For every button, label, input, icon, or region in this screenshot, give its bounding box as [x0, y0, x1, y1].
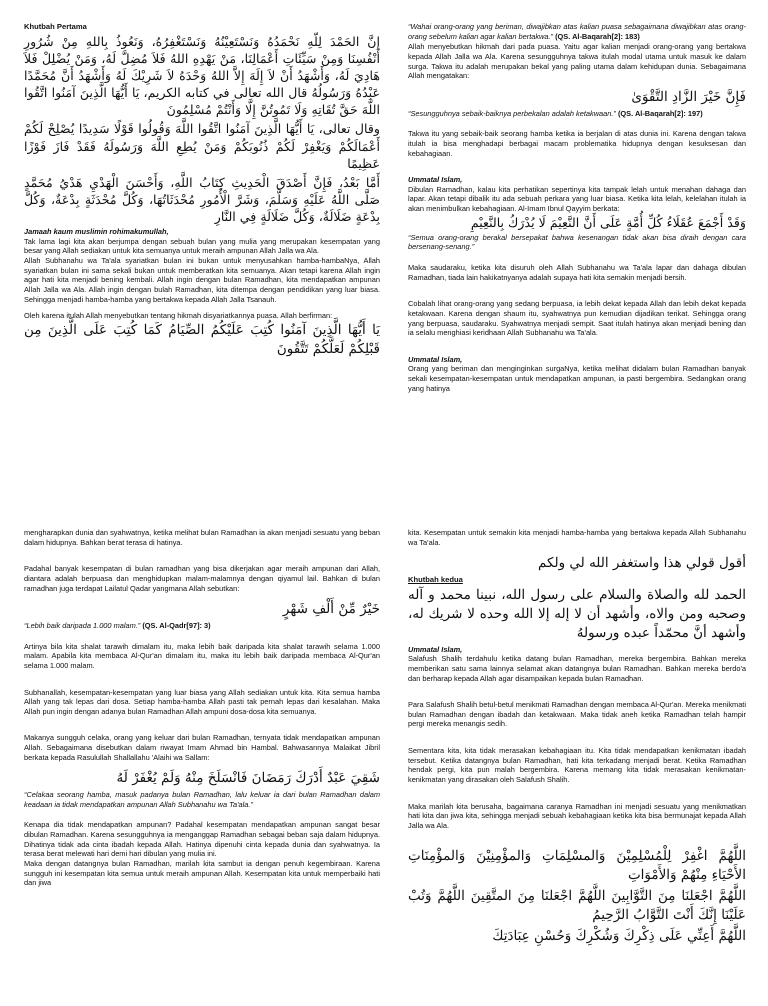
arabic-verse-197: فَإِنَّ خَيْرَ الزَّادِ التَّقْوَىٰ — [631, 88, 746, 105]
paragraph: Maka marilah kita berusaha, bagaimana caranya Ramadhan ini menjadi sesuatu yang menikmatkan hati kita dan jiwa kita, sehingga menjadi sebuah kebahagiaan ketika kita bisa bermunajat kepada Allah Jalla wa Ala. — [408, 801, 746, 830]
subheading: Jamaah kaum muslimin rohimakumullah, — [24, 227, 169, 237]
arabic-opening-second: الحمد لله والصلاة والسلام على رسول الله، نبينا محمد و آله وصحبه ومن والاه، وأشهد أن لا إله إلا الله وحده لا شريك له، وأشهد أنَّ محمّداً عبده ورسولهُ — [408, 587, 746, 641]
quote-reference: (QS. Al-Qadr[97]: 3) — [142, 621, 211, 631]
paragraph: Tak lama lagi kita akan berjumpa dengan sebuah bulan yang mulia yang merupakan kesempatan yang besar yang Allah sediakan untuk kita semuanya untuk meraih ampunan Allah Jalla wa Ala. — [24, 236, 380, 256]
quote-translation: “Semua orang-orang berakal bersepakat bahwa kesenangan tidak akan bisa diraih dengan cara bersenang-senang.” — [408, 232, 746, 252]
arabic-ibnul-qayyim: وَقَدْ أَجْمَعَ عُقَلَاءُ كُلِّ أُمَّةٍ عَلَى أَنَّ النَّعِيْمَ لَا يُدْرَكُ بِالنَّعِيْمِ — [470, 214, 746, 230]
column-top-left — [24, 22, 380, 361]
arabic-verse-183: يَا أَيُّهَا الَّذِينَ آمَنُوا كُتِبَ عَلَيْكُمُ الصِّيَامُ كَمَا كُتِبَ عَلَى الَّذِينَ مِن قَبْلِكُمْ لَعَلَّكُمْ تَتَّقُونَ — [24, 321, 380, 357]
quote-reference: (QS. Al-Baqarah[2]: 183) — [555, 31, 640, 41]
paragraph: Allah Subhanahu wa Ta'ala syariatkan bulan ini bukan untuk menyusahkan hamba-hambaNya, Allah syariatkan bulan ini sama sekali bukan untuk memberatkan kita semuanya. Akan tetapi karena Allah ingin agar hati kita menjadi bening kembali. Allah ingin dengan bulan Ramadhan, kita mendapatkan ampunan Allah Jalla wa Ala. Allah ingin dengan bulah Ramadhan, kita ditempa dengan pendidikan yang luar biasa. Sehingga menjadi hamba-hamba yang bertakwa kepada Allah Jalla Tsanauh. — [24, 256, 380, 304]
paragraph: kita. Kesempatan untuk semakin kita menjadi hamba-hamba yang bertakwa kepada Allah Subhanahu wa Ta'ala. — [408, 528, 746, 547]
arabic-closing-first: أقول قولي هذا واستغفر الله لي ولكم — [538, 555, 746, 572]
arabic-alqadr: خَيْرٌ مِّنْ أَلْفِ شَهْرٍ — [282, 601, 380, 618]
paragraph: Dibulan Ramadhan, kalau kita perhatikan sepertinya kita tampak lelah untuk menahan dahaga dan lapar. Akan tetapi dibalik itu ada sebuah perkara yang luar biasa. Ketika kita lelah, kelelahan itulah ia akan menimbulkan kebahagiaan. Al-Imam Ibnul Qayyim berkata: — [408, 184, 746, 214]
column-bottom-left — [24, 528, 380, 895]
arabic-dua-2: اللَّهُمَّ اجْعَلنَا مِنَ التَّوَّابِينَ اللَّهُمَّ اجْعَلنَا مِنَ المتَّقِينَ اللَّهُمَّ وَتُبْ عَلَيْنَا إِنَّكَ أَنْتَ التَّوَّابُ الرَّحِيمُ — [408, 888, 746, 924]
subheading: Ummatal Islam, — [408, 175, 463, 185]
paragraph: mengharapkan dunia dan syahwatnya, ketika melihat bulan Ramadhan ia akan menjadi sesuatu yang beban dalam hidupnya. Bahkan berat terasa di hatinya. — [24, 528, 380, 547]
quote-translation: “Wahai orang-orang yang beriman, diwajibkan atas kalian puasa sebagaimana diwajibkan atas orang-orang sebelum kalian agar kalian bertakwa.” (QS. Al-Baqarah[2]: 183) — [408, 22, 746, 41]
paragraph: Makanya sungguh celaka, orang yang keluar dari bulan Ramadhan, ternyata tidak mendapatkan ampunan Allah. Sebagaimana disebutkan dalam riwayat Imam Ahmad bin Hambal. Bahwasannya Malaikat Jibril berkata kepada Rasulullah Shallallahu 'Alaihi wa Sallam: — [24, 733, 380, 762]
paragraph: Maka saudaraku, ketika kita disuruh oleh Allah Subhanahu wa Ta'ala lapar dan dahaga dibulan Ramadhan, tiada lain hakikatnyanya adalah supaya hati kita semakin menjadi bersih. — [408, 263, 746, 282]
paragraph: Allah menyebutkan hikmah dari pada puasa. Yaitu agar kalian menjadi orang-orang yang bertakwa kepada Allah Jalla wa Ala. Karena sesungguhnya takwa itulah modal utama untuk masuk ke dalam surga. Takwa itu adalah merupakan bekal yang paling utama dalam kehidupan dunia. Sebagaimana Allah mengatakan: — [408, 42, 746, 81]
arabic-verse-2: وقال تعالى، يَا أَيُّهَا الَّذِينَ آمَنُوا اتَّقُوا اللَّهَ وَقُولُوا قَوْلًا سَدِيدًا يُصْلِحْ لَكُمْ أَعْمَالَكُمْ وَيَغْفِرْ لَكُمْ ذُنُوبَكُمْ وَمَنْ يُطِعِ اللَّهَ وَرَسُولَهُ فَقَدْ فَازَ فَوْزًا عَظِيمًا — [24, 121, 380, 171]
quote-translation: “Sesungguhnya sebaik-baiknya perbekalan adalah ketakwaan.” (QS. Al-Baqarah[2]: 197) — [408, 108, 703, 118]
paragraph: Takwa itu yang sebaik-baik seorang hamba ketika ia berjalan di atas dunia ini. Karena dengan takwa itulah ia bisa menghadapi berbagai macam problematika hidupnya dengan kesuksesan dan kebahagiaan. — [408, 129, 746, 158]
arabic-hadith: شَقِيَ عَبْدٌ أَدْرَكَ رَمَضَانَ فَانْسَلَخَ مِنْهُ وَلَمْ يُغْفَرْ لَهُ — [116, 770, 380, 787]
column-bottom-right — [408, 528, 746, 948]
khutbah-kedua-title: Khutbah kedua — [408, 575, 463, 585]
paragraph: Subhanallah, kesempatan-kesempatan yang luar biasa yang Allah sediakan untuk kita. Kita semua hamba Allah yang tak lepas dari dosa. Setiap hamba-hamba Allah pasti tak pernah lepas dari kesalahan. Maka Allah pun ingin dengan adanya bulan Ramadhan Allah ampuni dosa-dosa kita semuanya. — [24, 687, 380, 716]
paragraph: Maka dengan datangnya bulan Ramadhan, marilah kita sambut ia dengan penuh kegembiraan. Karena sungguh ini kesempatan kita semua untuk meraih ampunan Allah. Kesempatan kita untuk memperbaiki hati dan jiwa — [24, 858, 380, 888]
paragraph: Padahal banyak kesempatan di bulan ramadhan yang bisa dikerjakan agar meraih ampunan dari Allah, diantara adalah berpuasa dan menghidupkan malam-malamnya dengan qiyamul lail. Bahkan di bulan ramadhan juga terdapat Lailatul Qadar yangmana Allah sebutkan: — [24, 564, 380, 593]
paragraph: Kenapa dia tidak mendapatkan ampunan? Padahal kesempatan mendapatkan ampunan sangat besar dibulan Ramadhan. Karena sesungguhnya ia menganggap Ramadhan sebagai beban saja dalam hidupnya. Dihatinya tidak ada cinta ibadah kepada Allah. Hatinya dipenuhi cinta kepada dunia dan syahwatnya. Ia terasa berat melewati hari demi hari dibulan yang mulia ini. — [24, 820, 380, 859]
arabic-dua-1: اللَّهُمَّ اغْفِرْ لِلْمُسْلِمِيْنَ وَالمسْلِمَاتِ وَالمؤْمِنِيْنَ وَالمؤْمِنَاتِ الأَحْيَاءِ مِنْهُمْ وَالأَمْوَاتِ — [408, 848, 746, 884]
paragraph: Artinya bila kita shalat tarawih dimalam itu, maka lebih baik daripada kita shalat tarawih selama 1.000 malam. Apabila kita membaca Al-Qur'an dimalam itu, maka itu lebih baik daripada membaca Al-Qur'an selama 1.000 malam. — [24, 641, 380, 670]
paragraph: Sementara kita, kita tidak merasakan kebahagiaan itu. Kita tidak mendapatkan kenikmatan ibadah tersebut. Ketika datangnya bulan Ramadhan, hati kita terkadang menjadi berat. Ketika Ramadhan hendak pergi, kita pun malah bergembira. Karena memang kita tidak merasakan kenikmatan-kenikmatan yang dirasakan oleh Salafush Shalih. — [408, 746, 746, 784]
quote-translation: “Celakaa seorang hamba, masuk padanya bulan Ramadhan, lalu keluar ia dari bulan Ramadhan dalam keadaan ia tidak mendapatkan ampunan Allah Subhanahu wa Ta'ala.” — [24, 790, 380, 809]
khutbah-pertama-title: Khutbah Pertama — [24, 22, 87, 31]
arabic-dua-3: اللَّهُمَّ أَعِنِّي عَلَى ذِكْرِكَ وَشُكْرِكَ وَحُسْنِ عِبَادَتِكَ — [492, 927, 746, 944]
paragraph: Para Salafush Shalih betul-betul menikmati Ramadhan dengan membaca Al-Qur'an. Mereka menikmati bulan Ramadhan dengan ibadah dan ketakwaan. Maka tidak aneh ketika Ramadhan telah hampir pergi mereka menangis sedih. — [408, 700, 746, 729]
quote-translation: “Lebih baik daripada 1.000 malam.” (QS. Al-Qadr[97]: 3) — [24, 621, 211, 631]
arabic-amma-badu: أَمَّا بَعْدُ، فَإِنَّ أَصْدَقَ الْحَدِيثِ كِتَابُ اللَّهِ، وَأَحْسَنَ الْهَدْيِ هَدْيُ مُحَمَّدٍ صَلَّى اللَّهُ عَلَيْهِ وَسَلَّمَ، وَشَرَّ الْأُمُورِ مُحْدَثَاتُهَا، وَكُلَّ مُحْدَثَةٍ بِدْعَةٌ، وَكُلَّ بِدْعَةٍ ضَلَالَةٌ، وَكُلَّ ضَلَالَةٍ فِي النَّارِ — [24, 174, 380, 225]
column-top-right — [408, 22, 746, 400]
paragraph: Cobalah lihat orang-orang yang sedang berpuasa, ia lebih dekat kepada Allah dan lebih dekat kepada ketakwaan. Karena dengan shaum itu, syahwatnya pun kemudian dijadikan terikat. Sehingga orang yang berpuasa, saudaraku. Syahwatnya menjadi sempit. Saat itulah hatinya akan menjadi bening dan ia selalu menghiasi keridhaan Allah Subhanahu wa Ta'ala. — [408, 299, 746, 338]
arabic-opening: إنَّ الحَمْدَ لِلّهِ نَحْمَدُهُ وَنَسْتَعِيْنُهُ وَنَسْتَغْفِرُهُ، وَنَعُوذُ بِاللهِ مِنْ شُرُورِ أَنْفُسِنَا وَمِنْ سَيِّئَاتِ أَعْمَالِنَا، مَنْ يَهْدِهِ اللهُ فَلاَ مُضِلَّ لَهُ، وَمَنْ يُضْلِلْ فَلاَ هَادِيَ لَهُ، وَأَشْهَدُ أَنْ لاَ إِلَهَ إِلاَّ اللهُ وَحْدَهُ لاَ شَرِيْكَ لَهُ وَأَشْهَدُ أَنَّ مُحَمَّدًا عَبْدُهُ وَرَسُولُهُ قال الله تعالى في كتابه الكريم، يَا أَيُّهَا الَّذِينَ آمَنُوا اتَّقُوا اللَّهَ حَقَّ تُقَاتِهِ وَلَا تَمُوتُنَّ إِلَّا وَأَنْتُمْ مُسْلِمُونَ — [24, 33, 380, 118]
subheading: Ummatal Islam, — [408, 354, 463, 364]
paragraph: Orang yang beriman dan menginginkan surgaNya, ketika melihat didalam bulan Ramadhan banyak sekali kesempatan-kesempatan untuk mendapatkan ampunan, ia pasti bergembira. Sedangkan orang yang hatinya — [408, 364, 746, 393]
quote-reference: (QS. Al-Baqarah[2]: 197) — [617, 108, 703, 118]
subheading: Ummatal Islam, — [408, 644, 463, 654]
paragraph: Oleh karena itulah Allah menyebutkan tentang hikmah disyariatkannya puasa. Allah berfirman: — [24, 311, 333, 321]
paragraph: Salafush Shalih terdahulu ketika datang bulan Ramadhan, mereka bergembira. Bahkan mereka memberikan satu sama lainnya selamat akan datangnya bulan Ramadhan. Bahkan mereka berdo'a dan berharap kepada Allah agar disampaikan kepada bulan Ramadhan. — [408, 654, 746, 683]
